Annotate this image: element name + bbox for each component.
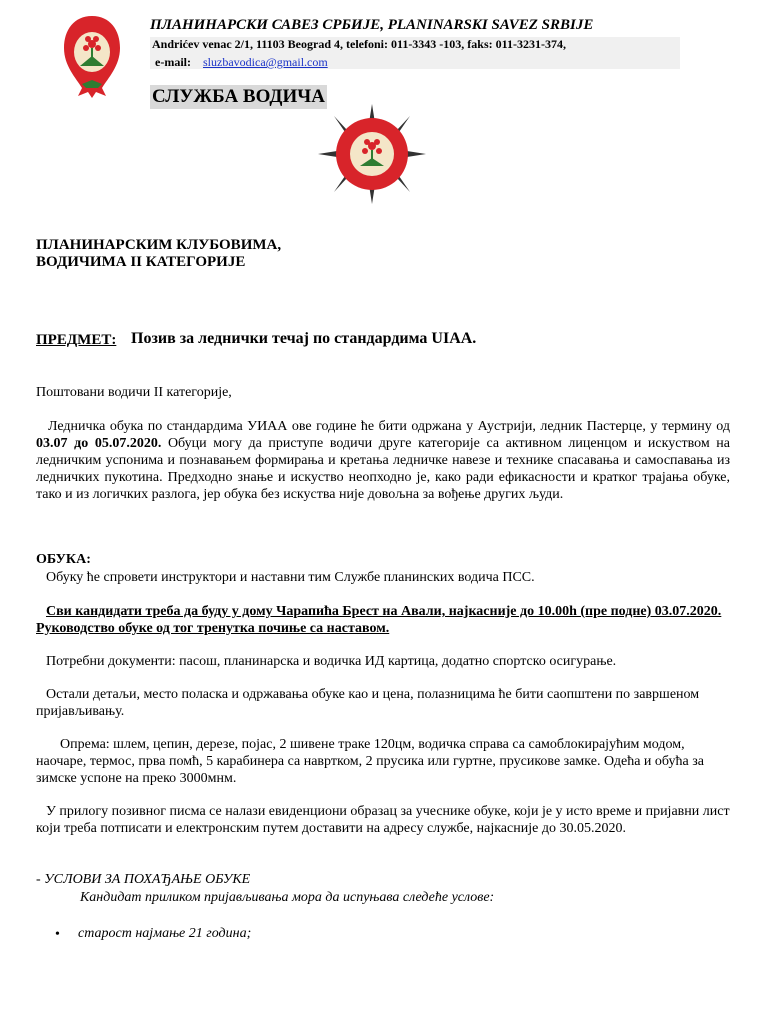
documents-paragraph: Потребни документи: пасош, планинарска и водичка ИД картица, додатно спортско осигурање.	[46, 654, 617, 669]
greeting: Поштовани водичи II категорије,	[36, 385, 232, 400]
training-heading: ОБУКА:	[36, 552, 91, 567]
equipment-paragraph: Опрема: шлем, цепин, дерезе, појас, 2 шивене траке 120цм, водичка справа са самоблокирајућим модом, наочаре, термос, прва помћ, 5 карабинера са навртком, 2 прусика или гуртне, прусикове замке. Одећа и обућа за зимске успоне на преко 3000мнм.	[36, 737, 704, 786]
recipient-line: ПЛАНИНАРСКИМ КЛУБОВИМА,	[36, 237, 282, 253]
bullet-icon: •	[55, 927, 60, 942]
conditions-heading: - УСЛОВИ ЗА ПОХАЂАЊЕ ОБУКЕ	[36, 872, 251, 887]
intro-dates: 03.07 до 05.07.2020.	[36, 436, 162, 451]
arrival-notice: Сви кандидати треба да буду у дому Чарапића Брест на Авали, најкасније до 10.00h (пре подне) 03.07.2020. Руководство обуке од тог тренутка почиње са наставом.	[36, 604, 722, 636]
recipient-line: ВОДИЧИМА II КАТЕГОРИЈЕ	[36, 254, 246, 270]
condition-item: старост најмање 21 година;	[78, 926, 252, 941]
training-text: Обуку ће спровети инструктори и наставни тим Службе планинских водича ПСС.	[46, 570, 535, 585]
details-paragraph: Остали детаљи, место поласка и одржавања обуке као и цена, полазницима ће бити саопштени по завршеном пријављивању.	[36, 687, 700, 719]
conditions-intro: Кандидат приликом пријављивања мора да испуњава следеће услове:	[80, 890, 495, 905]
pss-logo	[60, 14, 124, 100]
intro-text-b: Обуци могу да приступе водичи друге категорије са активном лиценцом и искуством на ледничким успонима и познавањем формирања и кретања ледничке навезе и технике спасавања и самоспавања из ледничких пукотина. Предходно знање и искуство неопходно је, како ради ефикасности и кратког трајања обуке, тако и из логичких разлога, јер обука без искуства није довољна за вођење других људи.	[36, 436, 730, 502]
org-title: ПЛАНИНАРСКИ САВЕЗ СРБИЈЕ, PLANINARSKI SAVEZ SRBIJE	[150, 17, 594, 33]
intro-text-a: Ледничка обука по стандардима УИАА ове године ће бити одржана у Аустрији, ледник Пастерце, у термину од	[48, 419, 730, 434]
email-label: e-mail:	[155, 55, 191, 69]
intro-paragraph	[36, 418, 730, 503]
service-title: СЛУЖБА ВОДИЧА	[152, 86, 325, 107]
subject-label: ПРЕДМЕТ:	[36, 332, 117, 348]
subject-text: Позив за леднички течај по стандардима UIAA.	[131, 330, 477, 347]
attachment-paragraph: У прилогу позивног писма се налази евиденциони образац за учеснике обуке, који је у исто време и пријавни лист који треба потписати и електронским путем доставити на адресу службе, најкасније до 30.05.2020.	[36, 804, 730, 836]
email-link[interactable]: sluzbavodica@gmail.com	[203, 55, 328, 69]
org-address: Andrićev venac 2/1, 11103 Beograd 4, telefoni: 011-3343 -103, faks: 011-3231-374,	[152, 37, 566, 51]
mountain-guide-logo	[312, 104, 432, 204]
recipients	[36, 237, 281, 271]
